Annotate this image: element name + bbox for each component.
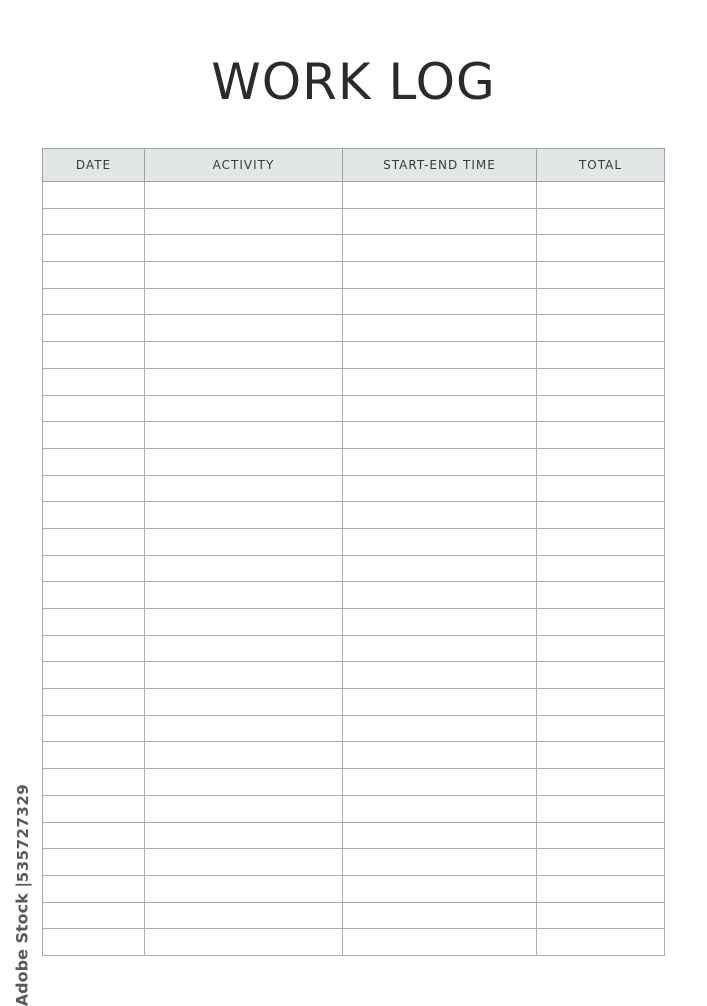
- table-row: [43, 582, 665, 609]
- cell-date: [43, 929, 145, 956]
- cell-start-end-time: [343, 448, 537, 475]
- cell-total: [537, 475, 665, 502]
- cell-start-end-time: [343, 742, 537, 769]
- cell-start-end-time: [343, 582, 537, 609]
- cell-start-end-time: [343, 875, 537, 902]
- table-row: [43, 395, 665, 422]
- cell-total: [537, 262, 665, 289]
- cell-activity: [145, 715, 343, 742]
- stock-image-id-text: 535727329: [14, 783, 32, 883]
- table-row: [43, 422, 665, 449]
- cell-start-end-time: [343, 315, 537, 342]
- cell-start-end-time: [343, 822, 537, 849]
- cell-total: [537, 555, 665, 582]
- table-row: [43, 769, 665, 796]
- cell-total: [537, 448, 665, 475]
- stock-logo-text: Adobe Stock |: [12, 881, 32, 1006]
- table-row: [43, 342, 665, 369]
- cell-activity: [145, 502, 343, 529]
- column-header-total: TOTAL: [537, 149, 665, 182]
- cell-activity: [145, 315, 343, 342]
- cell-total: [537, 288, 665, 315]
- cell-activity: [145, 689, 343, 716]
- cell-total: [537, 502, 665, 529]
- table-row: [43, 689, 665, 716]
- table-row: [43, 502, 665, 529]
- cell-date: [43, 208, 145, 235]
- cell-total: [537, 902, 665, 929]
- column-header-activity: ACTIVITY: [145, 149, 343, 182]
- cell-start-end-time: [343, 689, 537, 716]
- cell-start-end-time: [343, 715, 537, 742]
- cell-date: [43, 368, 145, 395]
- cell-date: [43, 769, 145, 796]
- cell-date: [43, 502, 145, 529]
- cell-activity: [145, 822, 343, 849]
- cell-start-end-time: [343, 929, 537, 956]
- cell-start-end-time: [343, 795, 537, 822]
- cell-activity: [145, 875, 343, 902]
- cell-start-end-time: [343, 902, 537, 929]
- cell-date: [43, 902, 145, 929]
- table-row: [43, 315, 665, 342]
- table-row: [43, 635, 665, 662]
- cell-start-end-time: [343, 262, 537, 289]
- table-row: [43, 368, 665, 395]
- cell-activity: [145, 368, 343, 395]
- table-row: [43, 182, 665, 209]
- column-header-start-end-time: START-END TIME: [343, 149, 537, 182]
- cell-date: [43, 422, 145, 449]
- table-row: [43, 795, 665, 822]
- cell-total: [537, 849, 665, 876]
- cell-start-end-time: [343, 422, 537, 449]
- cell-activity: [145, 342, 343, 369]
- table-row: [43, 555, 665, 582]
- cell-activity: [145, 742, 343, 769]
- cell-activity: [145, 609, 343, 636]
- cell-start-end-time: [343, 635, 537, 662]
- cell-date: [43, 342, 145, 369]
- cell-activity: [145, 288, 343, 315]
- table-header-row: [43, 149, 665, 182]
- cell-activity: [145, 475, 343, 502]
- cell-date: [43, 635, 145, 662]
- table-row: [43, 742, 665, 769]
- cell-activity: [145, 208, 343, 235]
- cell-start-end-time: [343, 849, 537, 876]
- cell-start-end-time: [343, 555, 537, 582]
- cell-activity: [145, 769, 343, 796]
- cell-total: [537, 208, 665, 235]
- cell-activity: [145, 582, 343, 609]
- cell-date: [43, 742, 145, 769]
- cell-activity: [145, 849, 343, 876]
- cell-total: [537, 662, 665, 689]
- cell-total: [537, 929, 665, 956]
- table-row: [43, 475, 665, 502]
- cell-start-end-time: [343, 235, 537, 262]
- cell-activity: [145, 929, 343, 956]
- cell-date: [43, 582, 145, 609]
- cell-date: [43, 795, 145, 822]
- cell-start-end-time: [343, 475, 537, 502]
- table-row: [43, 609, 665, 636]
- cell-start-end-time: [343, 609, 537, 636]
- cell-total: [537, 795, 665, 822]
- table-body: [43, 182, 665, 956]
- cell-total: [537, 395, 665, 422]
- cell-total: [537, 422, 665, 449]
- cell-start-end-time: [343, 208, 537, 235]
- cell-activity: [145, 182, 343, 209]
- cell-total: [537, 609, 665, 636]
- cell-activity: [145, 528, 343, 555]
- table-row: [43, 208, 665, 235]
- cell-start-end-time: [343, 769, 537, 796]
- cell-date: [43, 849, 145, 876]
- cell-activity: [145, 555, 343, 582]
- table-row: [43, 528, 665, 555]
- cell-total: [537, 689, 665, 716]
- cell-start-end-time: [343, 662, 537, 689]
- cell-start-end-time: [343, 528, 537, 555]
- stock-logo: [11, 881, 33, 1006]
- table-row: [43, 235, 665, 262]
- cell-start-end-time: [343, 342, 537, 369]
- cell-date: [43, 528, 145, 555]
- cell-date: [43, 475, 145, 502]
- cell-total: [537, 235, 665, 262]
- cell-total: [537, 582, 665, 609]
- cell-total: [537, 342, 665, 369]
- table-row: [43, 875, 665, 902]
- column-header-date: DATE: [43, 149, 145, 182]
- cell-total: [537, 742, 665, 769]
- cell-date: [43, 662, 145, 689]
- table-row: [43, 288, 665, 315]
- cell-date: [43, 822, 145, 849]
- cell-total: [537, 875, 665, 902]
- cell-total: [537, 182, 665, 209]
- cell-date: [43, 715, 145, 742]
- cell-total: [537, 769, 665, 796]
- cell-start-end-time: [343, 502, 537, 529]
- cell-total: [537, 368, 665, 395]
- cell-date: [43, 182, 145, 209]
- cell-start-end-time: [343, 288, 537, 315]
- table-row: [43, 662, 665, 689]
- stock-image-id: [10, 765, 36, 901]
- cell-total: [537, 315, 665, 342]
- table-row: [43, 902, 665, 929]
- cell-total: [537, 715, 665, 742]
- table-row: [43, 448, 665, 475]
- cell-date: [43, 875, 145, 902]
- cell-total: [537, 635, 665, 662]
- cell-activity: [145, 235, 343, 262]
- cell-start-end-time: [343, 395, 537, 422]
- page-title: WORK LOG: [211, 53, 496, 111]
- cell-date: [43, 262, 145, 289]
- cell-start-end-time: [343, 182, 537, 209]
- cell-date: [43, 555, 145, 582]
- cell-date: [43, 689, 145, 716]
- cell-activity: [145, 448, 343, 475]
- cell-date: [43, 235, 145, 262]
- cell-activity: [145, 635, 343, 662]
- cell-start-end-time: [343, 368, 537, 395]
- cell-activity: [145, 662, 343, 689]
- cell-total: [537, 528, 665, 555]
- cell-date: [43, 395, 145, 422]
- cell-activity: [145, 395, 343, 422]
- cell-date: [43, 448, 145, 475]
- table-row: [43, 262, 665, 289]
- cell-total: [537, 822, 665, 849]
- cell-date: [43, 288, 145, 315]
- work-log-table: [42, 148, 665, 956]
- cell-activity: [145, 902, 343, 929]
- cell-activity: [145, 422, 343, 449]
- cell-activity: [145, 262, 343, 289]
- cell-activity: [145, 795, 343, 822]
- table-row: [43, 849, 665, 876]
- cell-date: [43, 609, 145, 636]
- cell-date: [43, 315, 145, 342]
- table-row: [43, 929, 665, 956]
- table-row: [43, 822, 665, 849]
- table-row: [43, 715, 665, 742]
